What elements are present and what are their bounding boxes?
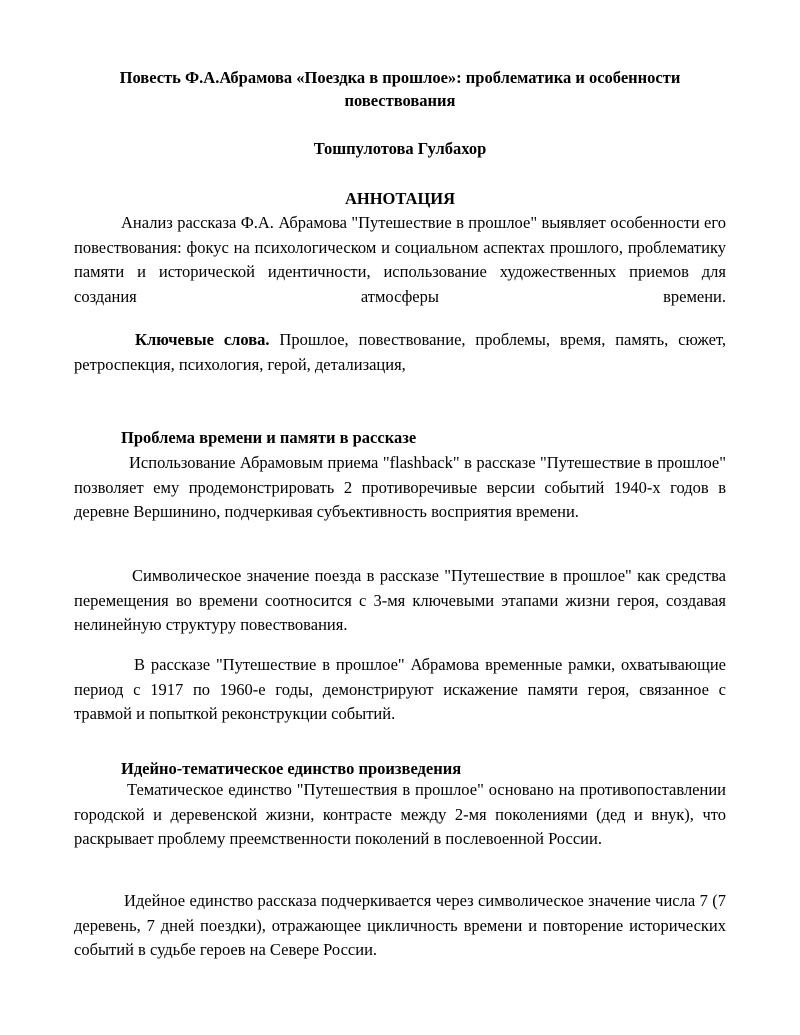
annotation-heading: АННОТАЦИЯ bbox=[344, 189, 456, 208]
section1-paragraph-1: Использование Абрамовым приема "flashback" в рассказе "Путешествие в прошлое" позволяет ему продемонстрировать 2 противоречивые версии событий 1940-х годов в деревне Вершинино, подчеркивая субъективность восприятия времени. bbox=[74, 453, 726, 521]
document-title: Повесть Ф.А.Абрамова «Поездка в прошлое»: проблематика и особенности повествования bbox=[119, 68, 681, 110]
annotation-paragraph: Анализ рассказа Ф.А. Абрамова "Путешествие в прошлое" выявляет особенности его повествования: фокус на психологическом и социальном аспектах прошлого, проблематику памяти и исторической идентичности, использование художественных приемов для создания атмосферы времени. bbox=[74, 213, 726, 306]
section-heading-ideological-unity: Идейно-тематическое единство произведения bbox=[121, 759, 462, 778]
keywords-label: Ключевые слова. bbox=[135, 330, 270, 349]
keywords-paragraph bbox=[74, 328, 726, 377]
section-heading-time-memory: Проблема времени и памяти в рассказе bbox=[121, 428, 417, 447]
author-name: Тошпулотова Гулбахор bbox=[313, 139, 487, 158]
section1-paragraph-3: В рассказе "Путешествие в прошлое" Абрамова временные рамки, охватывающие период с 1917 по 1960-е годы, демонстрируют искажение памяти героя, связанное с травмой и попыткой реконструкции событий. bbox=[74, 655, 726, 723]
section1-paragraph-2: Символическое значение поезда в рассказе "Путешествие в прошлое" как средства перемещения во времени соотносится с 3-мя ключевыми этапами жизни героя, создавая нелинейную структуру повествования. bbox=[74, 566, 726, 634]
section2-paragraph-2: Идейное единство рассказа подчеркивается через символическое значение числа 7 (7 деревень, 7 дней поездки), отражающее цикличность времени и повторение исторических событий в судьбе героев на Севере России. bbox=[74, 891, 726, 959]
section2-paragraph-1: Тематическое единство "Путешествия в прошлое" основано на противопоставлении городской и деревенской жизни, контрасте между 2-мя поколениями (дед и внук), что раскрывает проблему преемственности поколений в послевоенной России. bbox=[74, 780, 726, 848]
keywords-list: Прошлое, повествование, проблемы, время, память, сюжет, ретроспекция, психология, герой, детализация, bbox=[74, 330, 726, 374]
